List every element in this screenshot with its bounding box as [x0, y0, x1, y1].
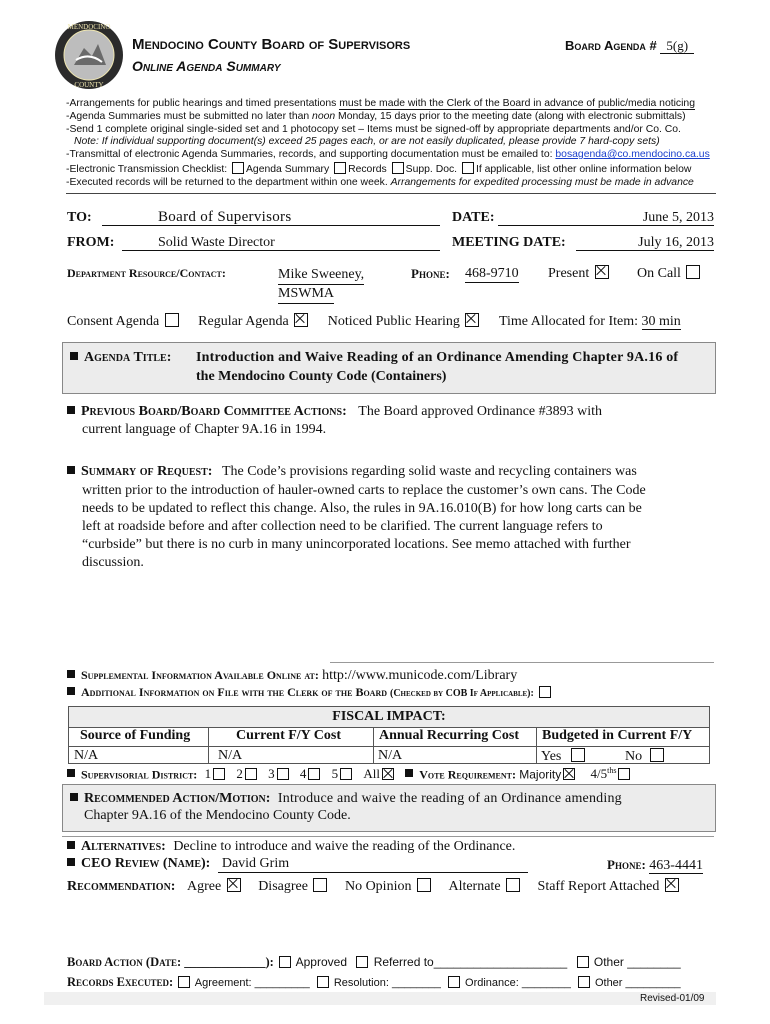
- alternate-checkbox[interactable]: [506, 878, 520, 892]
- checklist-agenda-summary-checkbox[interactable]: [232, 162, 244, 174]
- supplemental-info: Supplemental Information Available Online at: http://www.municode.com/Library: [67, 667, 517, 684]
- header-source-funding: Source of Funding: [80, 728, 191, 743]
- from-value[interactable]: Solid Waste Director: [158, 235, 275, 250]
- additional-info-checkbox[interactable]: [539, 686, 551, 698]
- instruction-line: -Transmittal of electronic Agenda Summaries, records, and supporting documentation must be emailed to: bosagenda@co.mendocino.ca.us: [66, 149, 710, 161]
- footer-bar: [44, 992, 716, 1005]
- ceo-name-value[interactable]: David Grim: [218, 856, 528, 873]
- time-allocated-value[interactable]: 30 min: [641, 314, 681, 329]
- to-value[interactable]: Board of Supervisors: [158, 209, 292, 225]
- contact-label: Department Resource/Contact:: [67, 266, 226, 280]
- on-call-checkbox[interactable]: [686, 265, 700, 279]
- agreement-checkbox[interactable]: [178, 976, 190, 988]
- district-all-checkbox[interactable]: [382, 768, 394, 780]
- previous-actions: Previous Board/Board Committee Actions: The Board approved Ordinance #3893 with: [67, 404, 602, 420]
- recommendation-row: Recommendation: Agree Disagree No Opinion Alternate Staff Report Attached: [67, 878, 681, 895]
- agenda-title-line2: the Mendocino County Code (Containers): [196, 369, 447, 384]
- resolution-checkbox[interactable]: [317, 976, 329, 988]
- page-title: Mendocino County Board of Supervisors: [132, 36, 411, 53]
- budgeted-yes: Yes: [541, 748, 587, 765]
- ceo-phone-value[interactable]: 463-4441: [649, 858, 703, 873]
- source-funding-value[interactable]: N/A: [74, 748, 99, 763]
- meeting-date-label: MEETING DATE:: [452, 235, 566, 250]
- fiscal-impact-table: [68, 706, 710, 764]
- present-option: Present: [548, 265, 611, 282]
- instruction-line: Note: If individual supporting document(s) exceed 25 pages each, or are not easily duplicated, please provide 7 hard-copy sets): [74, 136, 660, 148]
- district-5-checkbox[interactable]: [340, 768, 352, 780]
- summary-line: needs to be updated to reflect this change. Also, the rules in 9A.16.010(B) for how long carts can be: [82, 501, 642, 516]
- header-budgeted: Budgeted in Current F/Y: [542, 728, 693, 743]
- revised-label: Revised-01/09: [640, 993, 705, 1004]
- instruction-line: -Agenda Summaries must be submitted no later than noon Monday, 15 days prior to the meeting date (along with electronic submittals): [66, 110, 686, 122]
- ceo-review: CEO Review (Name): David Grim: [67, 856, 528, 873]
- records-executed-row: Records Executed: Agreement: _________ Resolution: ________ Ordinance: ________ Other _________: [67, 975, 681, 989]
- agenda-title-line1: Introduction and Waive Reading of an Ordinance Amending Chapter 9A.16 of: [196, 350, 679, 365]
- checklist-supp-doc-checkbox[interactable]: [392, 162, 404, 174]
- date-label: DATE:: [452, 210, 495, 225]
- summary-line: discussion.: [82, 555, 144, 570]
- previous-actions-line2: current language of Chapter 9A.16 in 1994.: [82, 422, 327, 437]
- board-action-row: Board Action (Date: _____________): Approved Referred to____________________ Other ________: [67, 955, 681, 969]
- instructions-block: [66, 98, 710, 190]
- seal-top-text: MENDOCINO: [67, 23, 111, 31]
- seal-bottom-text: COUNTY: [74, 81, 104, 89]
- header-annual-cost: Annual Recurring Cost: [379, 728, 520, 743]
- other-action-checkbox[interactable]: [577, 956, 589, 968]
- contact-value[interactable]: [278, 266, 364, 304]
- board-agenda-field: [565, 38, 694, 54]
- approved-checkbox[interactable]: [279, 956, 291, 968]
- current-cost-value[interactable]: N/A: [218, 748, 243, 763]
- fiscal-title: FISCAL IMPACT:: [332, 709, 446, 724]
- summary-body: [82, 482, 646, 572]
- agree-checkbox[interactable]: [227, 878, 241, 892]
- contact-name: Mike Sweeney,: [278, 266, 364, 285]
- majority-checkbox[interactable]: [563, 768, 575, 780]
- instruction-line: -Executed records will be returned to the department within one week. Arrangements for expedited processing must be made in advance: [66, 176, 694, 188]
- four-fifths-checkbox[interactable]: [618, 768, 630, 780]
- alternatives: Alternatives: Decline to introduce and waive the reading of the Ordinance.: [67, 839, 515, 855]
- summary-first: Summary of Request: The Code’s provisions regarding solid waste and recycling containers was: [67, 464, 637, 480]
- annual-cost-value[interactable]: N/A: [378, 748, 403, 763]
- summary-line: “curbside” but there is no curb in many unincorporated locations. See memo attached with further: [82, 537, 631, 552]
- phone-label: Phone:: [411, 266, 450, 281]
- regular-agenda-checkbox[interactable]: [294, 313, 308, 327]
- contact-org: MSWMA: [278, 285, 334, 304]
- recommended-action-line2: Chapter 9A.16 of the Mendocino County Code.: [84, 808, 351, 823]
- instruction-line: -Arrangements for public hearings and timed presentations must be made with the Clerk of the Board in advance of public/media noticing: [66, 98, 695, 109]
- on-call-option: On Call: [637, 265, 702, 282]
- district-1-checkbox[interactable]: [213, 768, 225, 780]
- board-agenda-number: 5(g): [660, 38, 694, 54]
- email-link[interactable]: bosagenda@co.mendocino.ca.us: [555, 149, 710, 161]
- summary-line: written prior to the introduction of hauler-owned carts to replace the customer’s own cans. The Code: [82, 483, 646, 498]
- supervisorial-district: Supervisorial District: 1 2 3 4 5 All Vote Requirement: Majority $4/5^{ths}$: [67, 766, 632, 782]
- no-opinion-checkbox[interactable]: [417, 878, 431, 892]
- additional-info: Additional Information on File with the Clerk of the Board (Checked by COB If Applicable):: [67, 685, 553, 700]
- instruction-line: -Send 1 complete original single-sided set and 1 photocopy set – Items must be signed-off by appropriate departments and/or Co. Co.: [66, 123, 681, 135]
- staff-report-checkbox[interactable]: [665, 878, 679, 892]
- budgeted-no-checkbox[interactable]: [650, 748, 664, 762]
- county-seal-logo: [54, 20, 124, 90]
- recommended-action: Recommended Action/Motion: Introduce and waive the reading of an Ordinance amending: [70, 791, 622, 807]
- referred-checkbox[interactable]: [356, 956, 368, 968]
- ordinance-checkbox[interactable]: [448, 976, 460, 988]
- to-label: TO:: [67, 210, 92, 225]
- summary-line: left at roadside before and after collection need to be clarified. The current language refers to: [82, 519, 603, 534]
- divider: [62, 836, 714, 837]
- divider: [66, 193, 716, 194]
- checklist-other-checkbox[interactable]: [462, 162, 474, 174]
- noticed-hearing-checkbox[interactable]: [465, 313, 479, 327]
- page-subtitle: Online Agenda Summary: [132, 58, 281, 74]
- from-label: FROM:: [67, 235, 115, 250]
- district-3-checkbox[interactable]: [277, 768, 289, 780]
- agenda-title-label: Agenda Title:: [70, 350, 171, 366]
- checklist-line: -Electronic Transmission Checklist: Agenda Summary Records Supp. Doc. If applicable, list other online information below: [66, 163, 692, 175]
- supplemental-url[interactable]: http://www.municode.com/Library: [322, 668, 518, 683]
- board-agenda-label: Board Agenda #: [565, 38, 657, 53]
- divider: [330, 662, 714, 663]
- consent-agenda-checkbox[interactable]: [165, 313, 179, 327]
- meeting-date-value[interactable]: July 16, 2013: [638, 235, 714, 250]
- budgeted-no: No: [625, 748, 666, 765]
- checklist-records-checkbox[interactable]: [334, 162, 346, 174]
- district-2-checkbox[interactable]: [245, 768, 257, 780]
- district-4-checkbox[interactable]: [308, 768, 320, 780]
- present-checkbox[interactable]: [595, 265, 609, 279]
- agenda-type-row: Consent Agenda Regular Agenda Noticed Public Hearing Time Allocated for Item: 30 min: [67, 314, 681, 329]
- disagree-checkbox[interactable]: [313, 878, 327, 892]
- phone-value[interactable]: 468-9710: [465, 266, 519, 281]
- date-value[interactable]: June 5, 2013: [642, 210, 714, 225]
- budgeted-yes-checkbox[interactable]: [571, 748, 585, 762]
- header-current-cost: Current F/Y Cost: [236, 728, 341, 743]
- other-record-checkbox[interactable]: [578, 976, 590, 988]
- ceo-phone: Phone: 463-4441: [607, 857, 703, 873]
